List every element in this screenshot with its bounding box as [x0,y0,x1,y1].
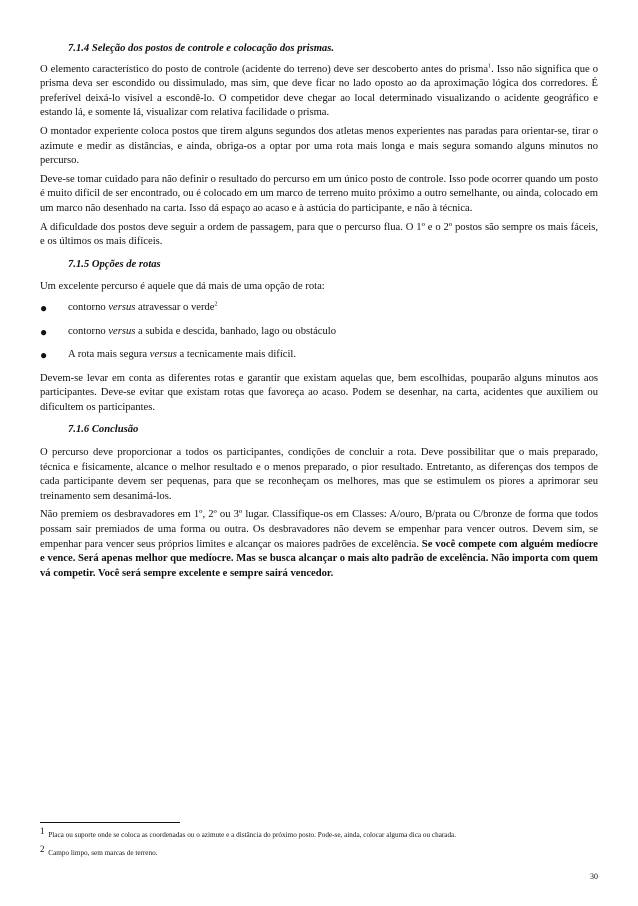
paragraph-text: O elemento característico do posto de controle (acidente do terreno) deve ser descoberto antes do prisma [40,63,489,75]
italic-text: versus [108,301,136,313]
paragraph: Um excelente percurso é aquele que dá mais de uma opção de rota: [40,281,325,293]
list-item-text: A rota mais segura [68,349,150,361]
section-title-7-1-4: 7.1.4 Seleção dos postos de controle e colocação dos prismas. [68,43,334,54]
bullet-icon: ● [40,300,48,315]
paragraph [40,508,598,581]
paragraph: Deve-se tomar cuidado para não definir o resultado do percurso em um único posto de controle. Isso pode ocorrer quando um posto é muito difícil de ser encontrado, ou é colocado em um marco de terreno muito próximo a outro semelhante, ou ainda, colocado em um marco não desenhado na carta. Isso dá espaço ao acaso e à astúcia do participante, e não à técnica. [40,173,598,214]
footnote-divider [40,822,180,823]
footnote-text: Campo limpo, sem marcas de terreno. [48,849,158,857]
paragraph [40,63,598,121]
footnote-text: Placa ou suporte onde se coloca as coordenadas ou o azimute e a distância do próximo posto. Pode-se, ainda, colocar alguma dica ou charada. [48,831,457,839]
paragraph-text: . Isso não significa que o prisma deva ser escondido ou dissimulado, mas sim, que deve ficar no lado oposto ao da aproximação lógica dos corredores. É preferível deixá-lo visível a escondê-lo. O competidor deve chegar ao local determinado visualizando o acidente geográfico e estando lá, e somente lá, visualizar com relativa facilidade o prisma. [40,63,598,119]
footnote-ref[interactable]: 2 [214,301,218,308]
list-item-text: contorno [68,325,109,337]
list-item-text: contorno [68,301,109,313]
italic-text: versus [149,349,177,361]
bullet-icon: ● [40,348,48,363]
list-item [40,325,598,340]
section-title-7-1-5: 7.1.5 Opções de rotas [68,258,161,270]
bullet-icon: ● [40,324,48,339]
document-page [40,40,598,585]
paragraph: A dificuldade dos postos deve seguir a ordem de passagem, para que o percurso flua. O 1º e o 2º postos são sempre os mais fáceis, e os últimos os mais difíceis. [40,221,598,248]
list-item-text: a tecnicamente mais difícil. [176,349,297,361]
footnote-ref[interactable]: 1 [488,63,492,70]
list-item-text: a subida e descida, banhado, lago ou obstáculo [135,325,337,337]
footnote-1 [40,825,598,840]
footnote-2 [40,843,598,858]
paragraph-text: Não premiem os desbravadores em 1º, 2º ou 3º lugar. Classifique-os em Classes: A/ouro, B/prata ou C/bronze de forma que todos possam sair premiados de uma forma ou outra. Os desbravadores não devem se empenhar para vencer outros. Devem sim, se empenhar para vencer seus próprios limites e alcançar os maiores padrões de excelência. [40,509,598,550]
route-options-list [40,301,598,363]
list-item [40,348,598,363]
paragraph: O percurso deve proporcionar a todos os participantes, condições de concluir a rota. Deve possibilitar que o mais preparado, técnica e fisicamente, alcance o melhor resultado e o menos preparado, o pior resultado. Entretanto, as diferenças dos tempos de cada participante devem ser pequenas, para que se reconheçam os melhores, mas que se estimulem os piores a aprimorar seu treinamento sem desanimá-los. [40,447,598,502]
footnote-number: 2 [40,843,45,854]
list-item-text: atravessar o verde [135,301,215,313]
page-number: 30 [590,872,598,881]
italic-text: versus [108,325,136,337]
list-item [40,301,598,316]
section-title-7-1-6: 7.1.6 Conclusão [68,424,139,436]
paragraph: Devem-se levar em conta as diferentes rotas e garantir que existam aquelas que, bem escolhidas, pouparão alguns minutos aos participantes. Deve-se evitar que existam rotas que favoreça ao acaso. Podem se desenhar, na carta, acidentes que auxiliem ou dificultem os participantes. [40,372,598,413]
paragraph: O montador experiente coloca postos que tirem alguns segundos dos atletas menos experientes nas paradas para orientar-se, tirar o azimute e medir as distâncias, e ainda, obriga-os a optar por uma rota mais longa e mais segura somando alguns minutos no percurso. [40,125,598,167]
footnote-number: 1 [40,825,45,836]
bold-conclusion-text: Se você compete com alguém medíocre e vence. Será apenas melhor que medíocre. Mas se busca alcançar o mais alto padrão de excelência. Não importa com quem vá competir. Você será sempre excelente e sempre sairá vencedor. [40,538,598,579]
